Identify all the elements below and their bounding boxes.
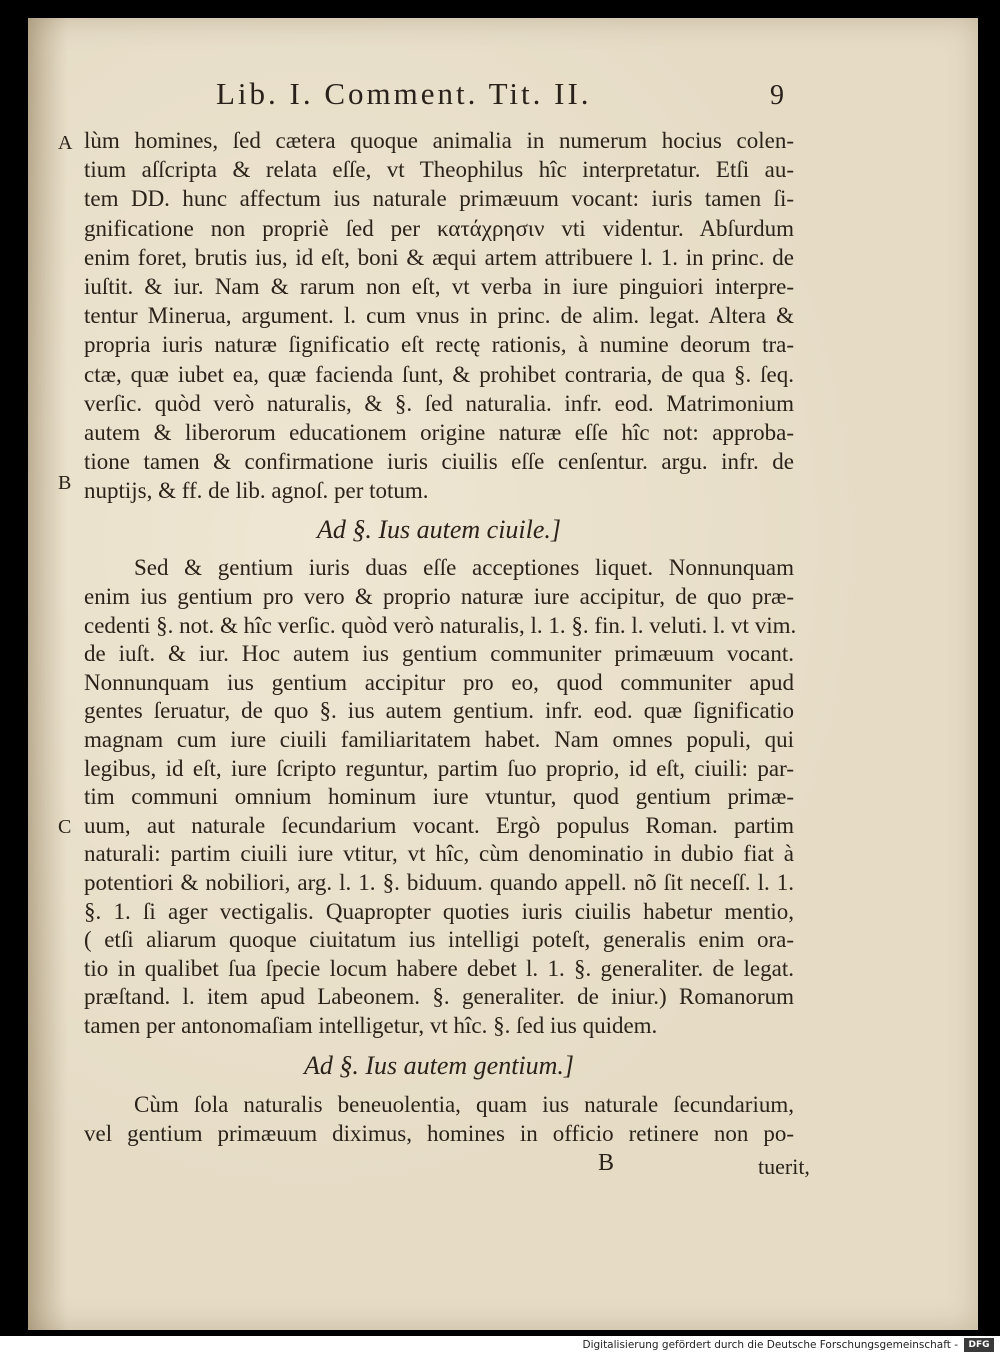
text-line: Nonnunquam ius gentium accipitur pro eo, quod communiter apud [84, 669, 794, 695]
margin-marker-a: A [58, 132, 73, 154]
text-line: iuſtit. & iur. Nam & rarum non eſt, vt verba in iure pinguiori interpre- [84, 273, 794, 299]
text-line: potentiori & nobiliori, arg. l. 1. §. biduum. quando appell. nõ ſit neceſſ. l. 1. [84, 869, 794, 895]
text-line: naturali: partim ciuili iure vtitur, vt hîc, cùm denominatio in dubio fiat à [84, 841, 794, 867]
text-line: propria iuris naturæ ſignificatio eſt rectę rationis, à numine deorum tra- [84, 332, 794, 358]
signature-mark: B [598, 1150, 615, 1176]
text-line: tio in qualibet ſua ſpecie locum habere debet l. 1. §. generaliter. de legat. [84, 955, 794, 981]
text-line: legibus, id eſt, iure ſcripto reguntur, partim ſuo proprio, id eſt, ciuili: par- [84, 755, 794, 781]
text-line: tim communi omnium hominum iure vtuntur, quod gentium primæ- [84, 784, 794, 810]
text-line: tamen per antonomaſiam intelligetur, vt hîc. §. ſed ius quidem. [84, 1012, 658, 1038]
margin-marker-c: C [58, 816, 72, 838]
body-text [84, 126, 797, 1149]
text-line: enim ius gentium pro vero & proprio naturæ iure accipitur, de quo præ- [84, 584, 794, 610]
text-line: enim foret, brutis ius, id eſt, boni & æqui artem attribuere l. 1. in princ. de [84, 244, 794, 270]
text-line: Sed & gentium iuris duas eſſe acceptiones liquet. Nonnunquam [134, 555, 794, 581]
text-line: tione tamen & confirmatione iuris ciuilis eſſe cenſentur. argu. infr. de [84, 449, 794, 475]
text-line: magnam cum iure ciuili familiaritatem habet. Nam omnes populi, qui [84, 727, 794, 752]
digitization-footer [0, 1336, 1000, 1356]
text-line: Cùm ſola naturalis beneuolentia, quam ius naturale ſecundarium, [134, 1091, 794, 1117]
text-line: ( etſi aliarum quoque ciuitatum ius intelligi poteſt, generalis enim ora- [84, 927, 794, 953]
paragraph-3 [84, 1090, 794, 1149]
paragraph-2 [84, 554, 797, 1040]
text-line: autem & liberorum educationem origine naturæ eſſe hîc not: approba- [84, 419, 794, 445]
catchword: tuerit, [758, 1154, 810, 1179]
text-line: §. 1. ſi ager vectigalis. Quapropter quoties iuris ciuilis habetur mentio, [84, 898, 794, 924]
text-line: tium aſſcripta & relata eſſe, vt Theophilus hîc interpretatur. Etſi au- [84, 157, 794, 183]
text-line: de iuſt. & iur. Hoc autem ius gentium communiter primæuum vocant. [84, 641, 794, 667]
footer-credit: Digitalisierung gefördert durch die Deutsche Forschungsgemeinschaft - [582, 1339, 958, 1351]
text-line: lùm homines, ſed cætera quoque animalia in numerum hocius colen- [84, 128, 794, 153]
text-line: cedenti §. not. & hîc verſic. quòd verò naturalis, l. 1. §. fin. l. veluti. l. vt vim. [84, 612, 797, 638]
text-line: vel gentium primæuum diximus, homines in officio retinere non po- [84, 1121, 794, 1147]
dfg-logo-icon: DFG [964, 1338, 994, 1352]
paragraph-1 [84, 126, 794, 505]
book-page [28, 18, 978, 1330]
text-line: tentur Minerua, argument. l. cum vnus in princ. de alim. legat. Altera & [84, 303, 794, 329]
running-header [28, 76, 978, 120]
running-title: Lib. I. Comment. Tit. II. [216, 76, 592, 111]
text-line: ctæ, quæ iubet ea, quæ facienda ſunt, & prohibet contraria, de qua §. ſeq. [84, 361, 794, 387]
text-line: gentes ſeruatur, de quo §. ius autem gentium. infr. eod. quæ ſignificatio [84, 698, 794, 724]
section-heading-ius-ciuile: Ad §. Ius autem ciuile.] [316, 515, 562, 545]
margin-marker-b: B [58, 472, 72, 494]
text-line: tem DD. hunc affectum ius naturale primæuum vocant: iuris tamen ſi- [84, 186, 794, 212]
section-heading-ius-gentium: Ad §. Ius autem gentium.] [303, 1050, 575, 1080]
text-line: præſtand. l. item apud Labeonem. §. generaliter. de iniur.) Romanorum [84, 984, 794, 1010]
text-line: uum, aut naturale ſecundarium vocant. Ergò populus Roman. partim [84, 812, 794, 838]
text-line: verſic. quòd verò naturalis, & §. ſed naturalia. infr. eod. Matrimonium [84, 390, 794, 416]
text-line: gnificatione non propriè ſed per κατάχρησιν vti videntur. Abſurdum [84, 215, 794, 241]
page-number: 9 [770, 80, 784, 111]
text-line: nuptijs, & ff. de lib. agnoſ. per totum. [84, 478, 429, 504]
